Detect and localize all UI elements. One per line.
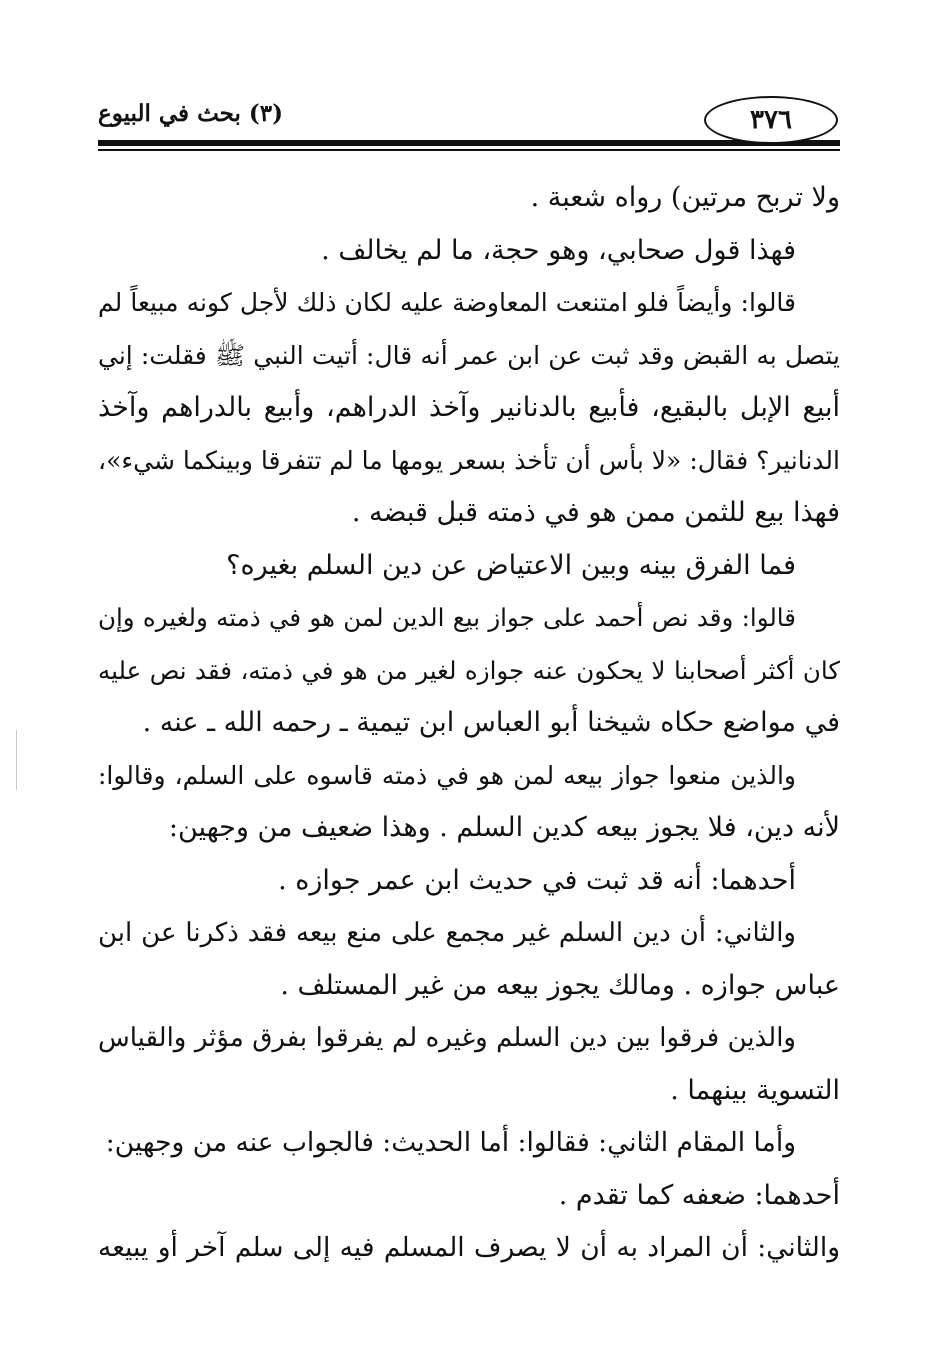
- text-line: قالوا: وأيضاً فلو امتنعت المعاوضة عليه لكان ذلك لأجل كونه مبيعاً لم: [98, 288, 796, 317]
- text-line: أحدهما: ضعفه كما تقدم .: [558, 1179, 840, 1211]
- header-rule-thin: [98, 149, 840, 151]
- text-line: أبيع الإبل بالبقيع، فأبيع بالدنانير وآخذ الدراهم، وأبيع بالدراهم وآخذ: [98, 392, 840, 423]
- body-text: [98, 172, 840, 1275]
- text-line: يتصل به القبض وقد ثبت عن ابن عمر أنه قال: أتيت النبي ﷺ فقلت: إني: [98, 340, 840, 370]
- scan-edge-mark: [16, 730, 17, 790]
- text-line: والثاني: أن دين السلم غير مجمع على منع بيعه فقد ذكرنا عن ابن: [98, 918, 796, 948]
- chapter-title: (٣) بحث في البيوع: [98, 100, 284, 127]
- text-line: الدنانير؟ فقال: «لا بأس أن تأخذ بسعر يومها ما لم تتفرقا وبينكما شيء»،: [98, 445, 840, 475]
- text-line: أحدهما: أنه قد ثبت في حديث ابن عمر جوازه .: [278, 864, 796, 896]
- text-line: والذين منعوا جواز بيعه لمن هو في ذمته قاسوه على السلم، وقالوا:: [98, 760, 796, 790]
- text-line: فهذا قول صحابي، وهو حجة، ما لم يخالف .: [321, 234, 796, 266]
- text-line: ولا تربح مرتين) رواه شعبة .: [530, 182, 840, 213]
- text-line: فهذا بيع للثمن ممن هو في ذمته قبل قبضه .: [351, 497, 840, 528]
- text-line: كان أكثر أصحابنا لا يحكون عنه جوازه لغير من هو في ذمته، فقد نص عليه: [98, 655, 840, 685]
- text-line: لأنه دين، فلا يجوز بيعه كدين السلم . وهذا ضعيف من وجهين:: [168, 812, 840, 843]
- text-line: والثاني: أن المراد به أن لا يصرف المسلم فيه إلى سلم آخر أو يبيعه: [98, 1232, 840, 1263]
- page-number: ٣٧٦: [704, 96, 838, 144]
- text-line: التسوية بينهما .: [670, 1074, 840, 1106]
- header-rule-thick: [98, 140, 840, 146]
- text-line: والذين فرقوا بين دين السلم وغيره لم يفرقوا بفرق مؤثر والقياس: [98, 1023, 796, 1053]
- text-line: عباس جوازه . ومالك يجوز بيعه من غير المستلف .: [280, 969, 840, 1001]
- text-line: فما الفرق بينه وبين الاعتياض عن دين السلم بغيره؟: [226, 549, 796, 581]
- text-line: وأما المقام الثاني: فقالوا: أما الحديث: فالجواب عنه من وجهين:: [105, 1127, 796, 1158]
- text-line: في مواضع حكاه شيخنا أبو العباس ابن تيمية ـ رحمه الله ـ عنه .: [142, 707, 840, 738]
- text-line: قالوا: وقد نص أحمد على جواز بيع الدين لمن هو في ذمته ولغيره وإن: [98, 603, 796, 632]
